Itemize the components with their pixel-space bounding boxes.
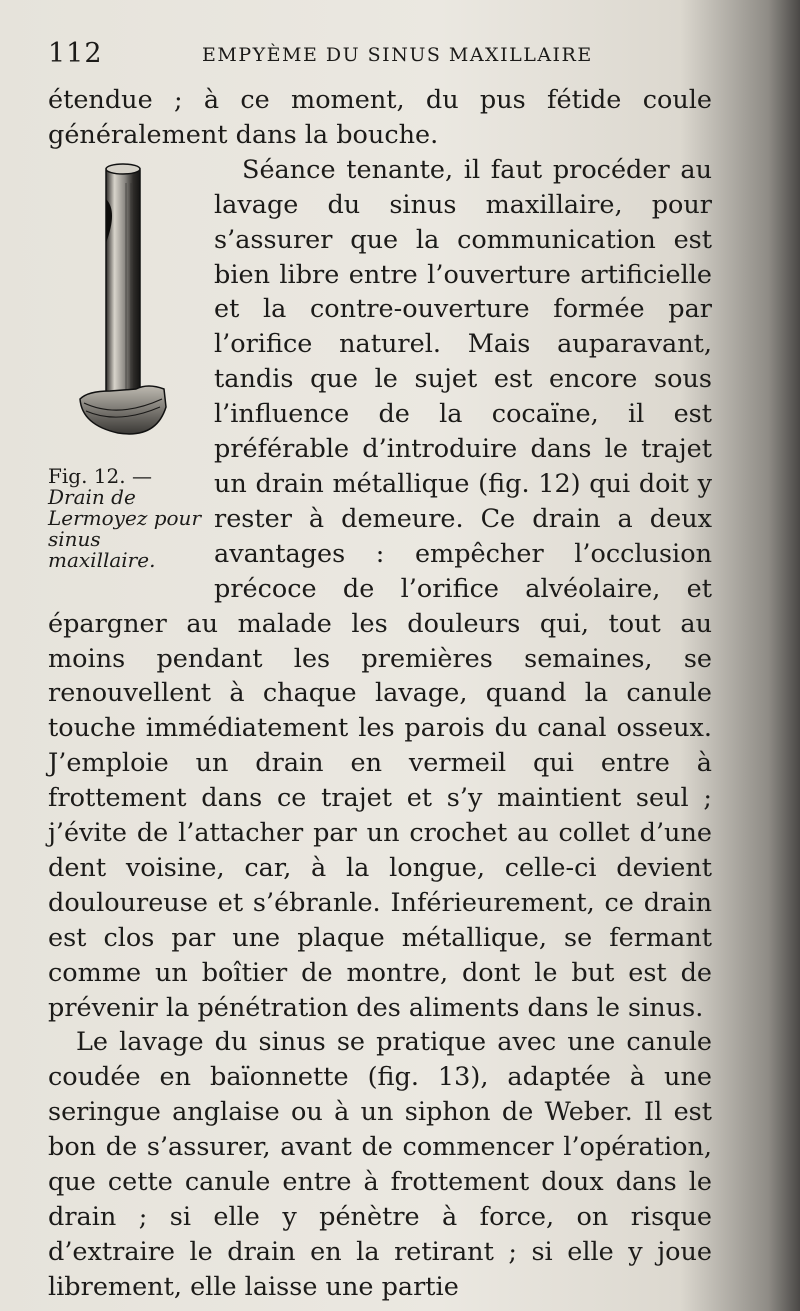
drain-illustration (78, 163, 188, 453)
paragraph-2: Séance tenante, il faut procéder au lavage du sinus maxillaire, pour s’assurer que la communication est bien libre entre l’ouverture artificielle et la contre-ouverture formée par l’orifice naturel. Mais auparavant, tandis que le sujet est encore sous l’influence de la cocaïne, il est préférable d’introduire dans le trajet un drain métallique (fig. 12) qui doit y rester à demeure. Ce drain a deux avantages : empêcher l’occlusion précoce de l’orifice alvéolaire, et épargner au malade les douleurs qui, tout au moins pendant les premières semaines, se renouvellent à chaque lavage, quand la canule touche immédiatement les parois du canal osseux. J’emploie un drain en vermeil qui entre à frottement dans ce trajet et s’y maintient seul ; j’évite de l’attacher par un crochet au collet d’une dent voisine, car, à la longue, celle-ci devient douloureuse et s’ébranle. Inférieurement, ce drain est clos par une plaque métallique, se fermant comme un boîtier de montre, dont le but est de prévenir la pénétration des aliments dans le sinus. (48, 154, 712, 1023)
figure-caption (48, 463, 210, 572)
running-title: EMPYÈME DU SINUS MAXILLAIRE (202, 44, 593, 66)
paragraph-1: étendue ; à ce moment, du pus fétide coule généralement dans la bouche. (48, 85, 712, 150)
caption-text: Drain de Lermoyez pour sinus maxillaire. (48, 484, 201, 572)
body-text (48, 83, 712, 1305)
page-number: 112 (48, 38, 103, 69)
paragraph-3: Le lavage du sinus se pratique avec une canule coudée en baïonnette (fig. 13), adaptée à une seringue anglaise ou à un siphon de Weber. Il est bon de s’assurer, avant de commencer l’opération, que cette canule entre à frottement doux dans le drain ; si elle y pénètre à force, on risque d’extraire le drain en la retirant ; si elle y joue librement, elle laisse une partie (48, 1027, 712, 1302)
caption-label: Fig. 12. — (48, 463, 152, 488)
page-header (48, 38, 712, 78)
figure-12 (48, 155, 214, 603)
